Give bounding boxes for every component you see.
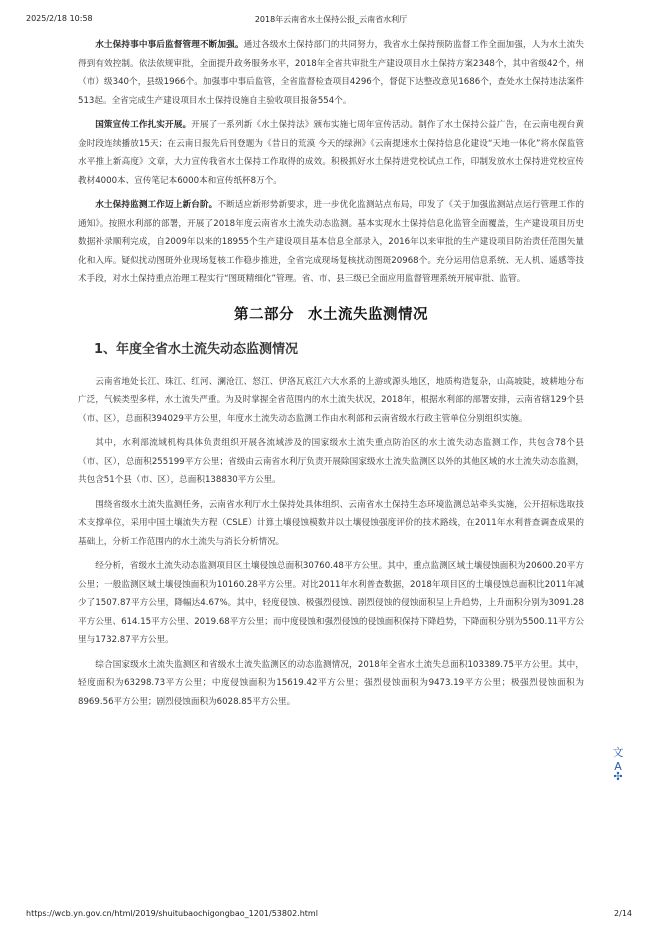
print-header bbox=[0, 0, 662, 28]
ai-assistant-icon[interactable]: ✣ bbox=[613, 770, 623, 783]
section-name: 水土流失监测情况 bbox=[308, 305, 428, 323]
print-url: https://wcb.yn.gov.cn/html/2019/shuitubaochigongbao_1201/53802.html bbox=[26, 909, 318, 918]
print-datetime: 2025/2/18 10:58 bbox=[26, 14, 93, 23]
paragraph-lead: 国策宣传工作扎实开展。 bbox=[95, 120, 192, 130]
paragraph-division: 其中，水利部流域机构具体负责组织开展各流域涉及的国家级水土流失重点防治区的水土流失动态监测工作，共包含78个县（市、区），总面积255199平方公里；省级由云南省水利厅负责开展除国家级水土流失监测区以外的其他区域的水土流失动态监测，共包含51个县（市、区），总面积138830平方公里。 bbox=[78, 438, 584, 485]
paragraph-text: 不断适应新形势新要求，进一步优化监测站点布局，印发了《关于加强监测站点运行管理工作的通知》。按照水利部的部署，开展了2018年度云南省水土流失动态监测。基本实现水土保持信息化监管全面覆盖，生产建设项目历史数据补录顺利完成，自2009年以来的18955个生产建设项目基本信息全部录入，2016年以来审批的生产建设项目防治责任范围矢量化和入库。疑似扰动图斑外业现场复核工作稳步推进，全省完成现场复核扰动图斑20968个。充分运用信息系统、无人机、遥感等技术手段，对水土保持重点治理工程实行“图斑精细化”管理。省、市、县三级已全面应用监督管理系统开展审批、监管。 bbox=[78, 200, 584, 284]
paragraph-method: 围绕省级水土流失监测任务，云南省水利厅水土保持处具体组织、云南省水土保持生态环境监测总站牵头实施，公开招标选取技术支撑单位，采用中国土壤流失方程（CSLE）计算土壤侵蚀模数并以土壤侵蚀强度评价的技术路线，在2011年水利普查调查成果的基础上，分析工作范围内的水土流失与消长分析情况。 bbox=[78, 499, 584, 547]
paragraph-monitoring-work bbox=[78, 196, 584, 289]
page-number: 2/14 bbox=[614, 909, 632, 918]
print-footer bbox=[0, 905, 662, 925]
paragraph-summary: 综合国家级水土流失监测区和省级水土流失监测区的动态监测情况，2018年全省水土流失总面积103389.75平方公里。其中，轻度面积为63298.73平方公里；中度侵蚀面积为15619.42平方公里；强烈侵蚀面积为9473.19平方公里；极强烈侵蚀面积为8969.56平方公里；剧烈侵蚀面积为6028.85平方公里。 bbox=[78, 659, 584, 707]
paragraph-lead: 水土保持监测工作迈上新台阶。 bbox=[95, 200, 218, 210]
subsection-heading: 1、年度全省水土流失动态监测情况 bbox=[94, 341, 299, 357]
article-content bbox=[78, 36, 584, 717]
paragraph-publicity bbox=[78, 116, 584, 190]
paragraph-analysis: 经分析，省级水土流失动态监测项目区土壤侵蚀总面积30760.48平方公里。其中，重点监测区域土壤侵蚀面积为20600.20平方公里；一般监测区域土壤侵蚀面积为10160.28平方公里。对比2011年水利普查数据，2018年项目区的土壤侵蚀总面积比2011年减少了1507.87平方公里，降幅达4.67%。其中，轻度侵蚀、极强烈侵蚀、剧烈侵蚀的侵蚀面积呈上升趋势，上升面积分别为3091.28平方公里、614.15平方公里、2019.68平方公里；而中度侵蚀和强烈侵蚀的侵蚀面积保持下降趋势，下降面积分别为5500.11平方公里与1732.87平方公里。 bbox=[78, 561, 584, 645]
paragraph-overview: 云南省地处长江、珠江、红河、澜沧江、怒江、伊洛瓦底江六大水系的上游或源头地区，地质构造复杂，山高坡陡，坡耕地分布广泛，气候类型多样，水土流失严重。为及时掌握全省范围内的水土流失状况，2018年，根据水利部的部署安排，云南省辖129个县（市、区），总面积394029平方公里，年度水土流失动态监测工作由水利部和云南省级水行政主管单位分别组织实施。 bbox=[78, 376, 584, 424]
section-part-label: 第二部分 bbox=[234, 305, 294, 323]
print-page-title: 2018年云南省水土保持公报_云南省水利厅 bbox=[254, 15, 408, 24]
section-heading bbox=[78, 303, 584, 324]
side-toolbar bbox=[610, 744, 626, 796]
paragraph-lead: 水土保持事中事后监督管理不断加强。 bbox=[95, 40, 244, 50]
paragraph-supervision bbox=[78, 36, 584, 110]
translate-icon[interactable]: 文A bbox=[612, 746, 624, 773]
paragraph-text: 开展了一系列新《水土保持法》颁布实施七周年宣传活动。制作了水土保持公益广告，在云南电视台黄金时段连续播放15天；在云南日报先后刊登题为《昔日的荒漠 今天的绿洲》《云南提速水土保持信息化建设“天地一体化”将水保监管水平推上新高度》文章，大力宣传我省水土保持工作取得的成效。积极抓好水土保持进党校试点工作，印制发放水土保持进党校宣传教材4000本、宣传笔记本6000本和宣传纸杯8万个。 bbox=[78, 120, 584, 186]
paragraph-text: 通过各级水土保持部门的共同努力，我省水土保持预防监督工作全面加强，人为水土流失得到有效控制。依法依规审批，全面提升政务服务水平，2018年全省共审批生产建设项目水土保持方案2348个，其中省级42个，州（市）级340个，县级1966个。加强事中事后监管，全省监督检查项目4296个，督促下达整改意见1686个，查处水土保持违法案件513起。全省完成生产建设项目水土保持设施自主验收项目报备554个。 bbox=[78, 40, 584, 106]
